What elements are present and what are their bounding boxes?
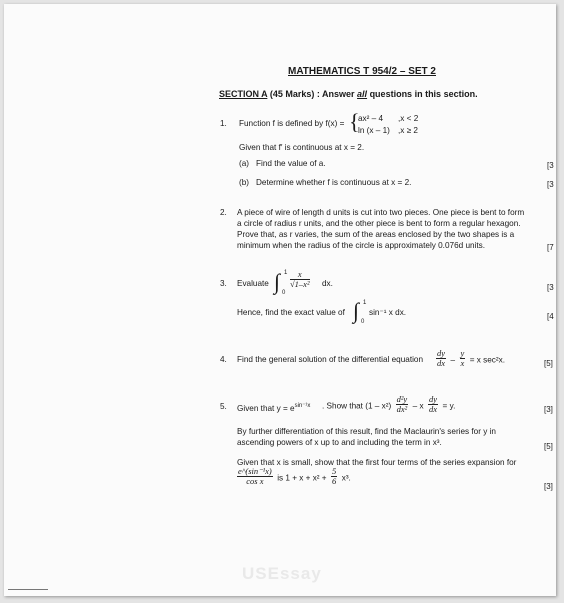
q1-given: Given that f′ is continuous at x = 2.	[239, 143, 365, 152]
q5-frac1-den: dx²	[396, 404, 408, 414]
q5-equation	[322, 395, 455, 414]
q5-number: 5.	[220, 402, 227, 411]
q5-mid: – x	[412, 401, 424, 411]
section-rest: questions in this section.	[367, 89, 478, 99]
q3-number: 3.	[220, 279, 227, 288]
q3-integrand-2: sin⁻¹ x dx.	[369, 308, 407, 317]
q3-hence: Hence, find the exact value of	[237, 308, 345, 317]
section-label: SECTION A	[219, 89, 268, 99]
q1a-text: Find the value of a.	[256, 159, 326, 168]
section-emphasis: all	[357, 89, 368, 99]
q5-given-exponent: sin⁻¹x	[294, 403, 311, 409]
q5-frac1-num: d²y	[396, 394, 408, 404]
q1-case2-cond: ,x ≥ 2	[398, 126, 418, 135]
q4-minus: –	[450, 355, 456, 365]
q4-equation	[436, 349, 505, 368]
q3-evaluate: Evaluate	[237, 279, 269, 288]
watermark-logo: USEssay	[242, 564, 322, 583]
q1-intro: Function f is defined by f(x) =	[239, 119, 345, 128]
q3-fraction	[290, 270, 310, 289]
q5-frac2-den: dx	[429, 404, 438, 414]
q1-case2-expr: ln (x – 1)	[358, 126, 390, 135]
q1-case1-cond: ,x < 2	[398, 114, 419, 123]
section-heading	[219, 89, 478, 99]
q3-upper-limit-2: 1	[363, 300, 367, 306]
q5-mark-3: [3]	[544, 482, 553, 491]
q5-part3-expression	[237, 467, 351, 486]
q5-show: . Show that (1 – x²)	[322, 401, 392, 411]
q4-frac1-den: dx	[437, 358, 446, 368]
q1-case1-expr: ax² – 4	[358, 114, 384, 123]
q5-given	[237, 401, 310, 414]
q5-part3-end: x³.	[341, 473, 351, 483]
q5-frac2-num: dy	[429, 394, 438, 404]
page-corner-line	[8, 589, 48, 590]
q4-frac2-den: x	[460, 358, 465, 368]
q3-numerator: x	[290, 270, 310, 280]
q5-mark-1: [3]	[544, 405, 553, 414]
section-marks: (45 Marks) : Answer	[267, 89, 358, 99]
q3-integral-sign: ∫	[274, 269, 281, 294]
q2-line-2: a circle of radius r units, and the other piece is bent to form a regular hexagon.	[237, 219, 521, 228]
q5-part3-frac-num: 5	[332, 466, 337, 476]
q4-mark: [5]	[544, 359, 553, 368]
q4-frac1-num: dy	[437, 348, 446, 358]
q2-line-3: Prove that, as r varies, the sum of the areas enclosed by the two shapes is a	[237, 230, 515, 239]
q3-mark-2: [4	[547, 312, 554, 321]
q5-part2-line1: By further differentiation of this result, find the Maclaurin's series for y in	[237, 427, 496, 436]
q1-brace: {	[349, 109, 360, 134]
q5-part3-denominator: cos x	[246, 476, 264, 486]
q2-number: 2.	[220, 208, 227, 217]
q5-given-text: Given that y = e	[237, 404, 295, 413]
q3-lower-limit: 0	[282, 290, 286, 296]
q4-number: 4.	[220, 355, 227, 364]
q1b-mark: [3	[547, 180, 554, 189]
page-title: MATHEMATICS T 954/2 – SET 2	[288, 66, 436, 77]
q1b-text: Determine whether f is continuous at x = 2.	[256, 178, 412, 187]
q1b-label: (b)	[239, 178, 250, 187]
q1a-label: (a)	[239, 159, 250, 168]
q3-lower-limit-2: 0	[361, 319, 365, 325]
q5-part3-frac-den: 6	[332, 476, 337, 486]
q5-part3-rest: is 1 + x + x² +	[277, 473, 327, 483]
q1a-mark: [3	[547, 161, 554, 170]
q2-line-1: A piece of wire of length d units is cut into two pieces. One piece is bent to form	[237, 208, 525, 217]
exam-page	[4, 4, 556, 596]
q2-line-4: minimum when the radius of the circle is approximately 0.076d units.	[237, 241, 486, 250]
q5-mark-2: [5]	[544, 442, 553, 451]
q3-upper-limit: 1	[284, 270, 288, 276]
q4-text: Find the general solution of the differential equation	[237, 355, 424, 364]
q5-part3-line1: Given that x is small, show that the first four terms of the series expansion for	[237, 458, 517, 467]
q5-eq: = y.	[442, 401, 456, 411]
q4-frac2-num: y	[460, 348, 465, 358]
q2-mark: [7	[547, 243, 554, 252]
q4-rhs: = x sec²x.	[469, 355, 505, 365]
q5-part2-line2: ascending powers of x up to and including the term in x³.	[237, 438, 442, 447]
q3-dx: dx.	[322, 279, 333, 288]
q5-part3-numerator: e^(sin⁻¹x)	[238, 466, 272, 476]
q3-integral-sign-2: ∫	[353, 298, 360, 323]
q3-mark-1: [3	[547, 283, 554, 292]
q3-denominator: √1–x²	[290, 279, 310, 289]
q1-number: 1.	[220, 119, 227, 128]
